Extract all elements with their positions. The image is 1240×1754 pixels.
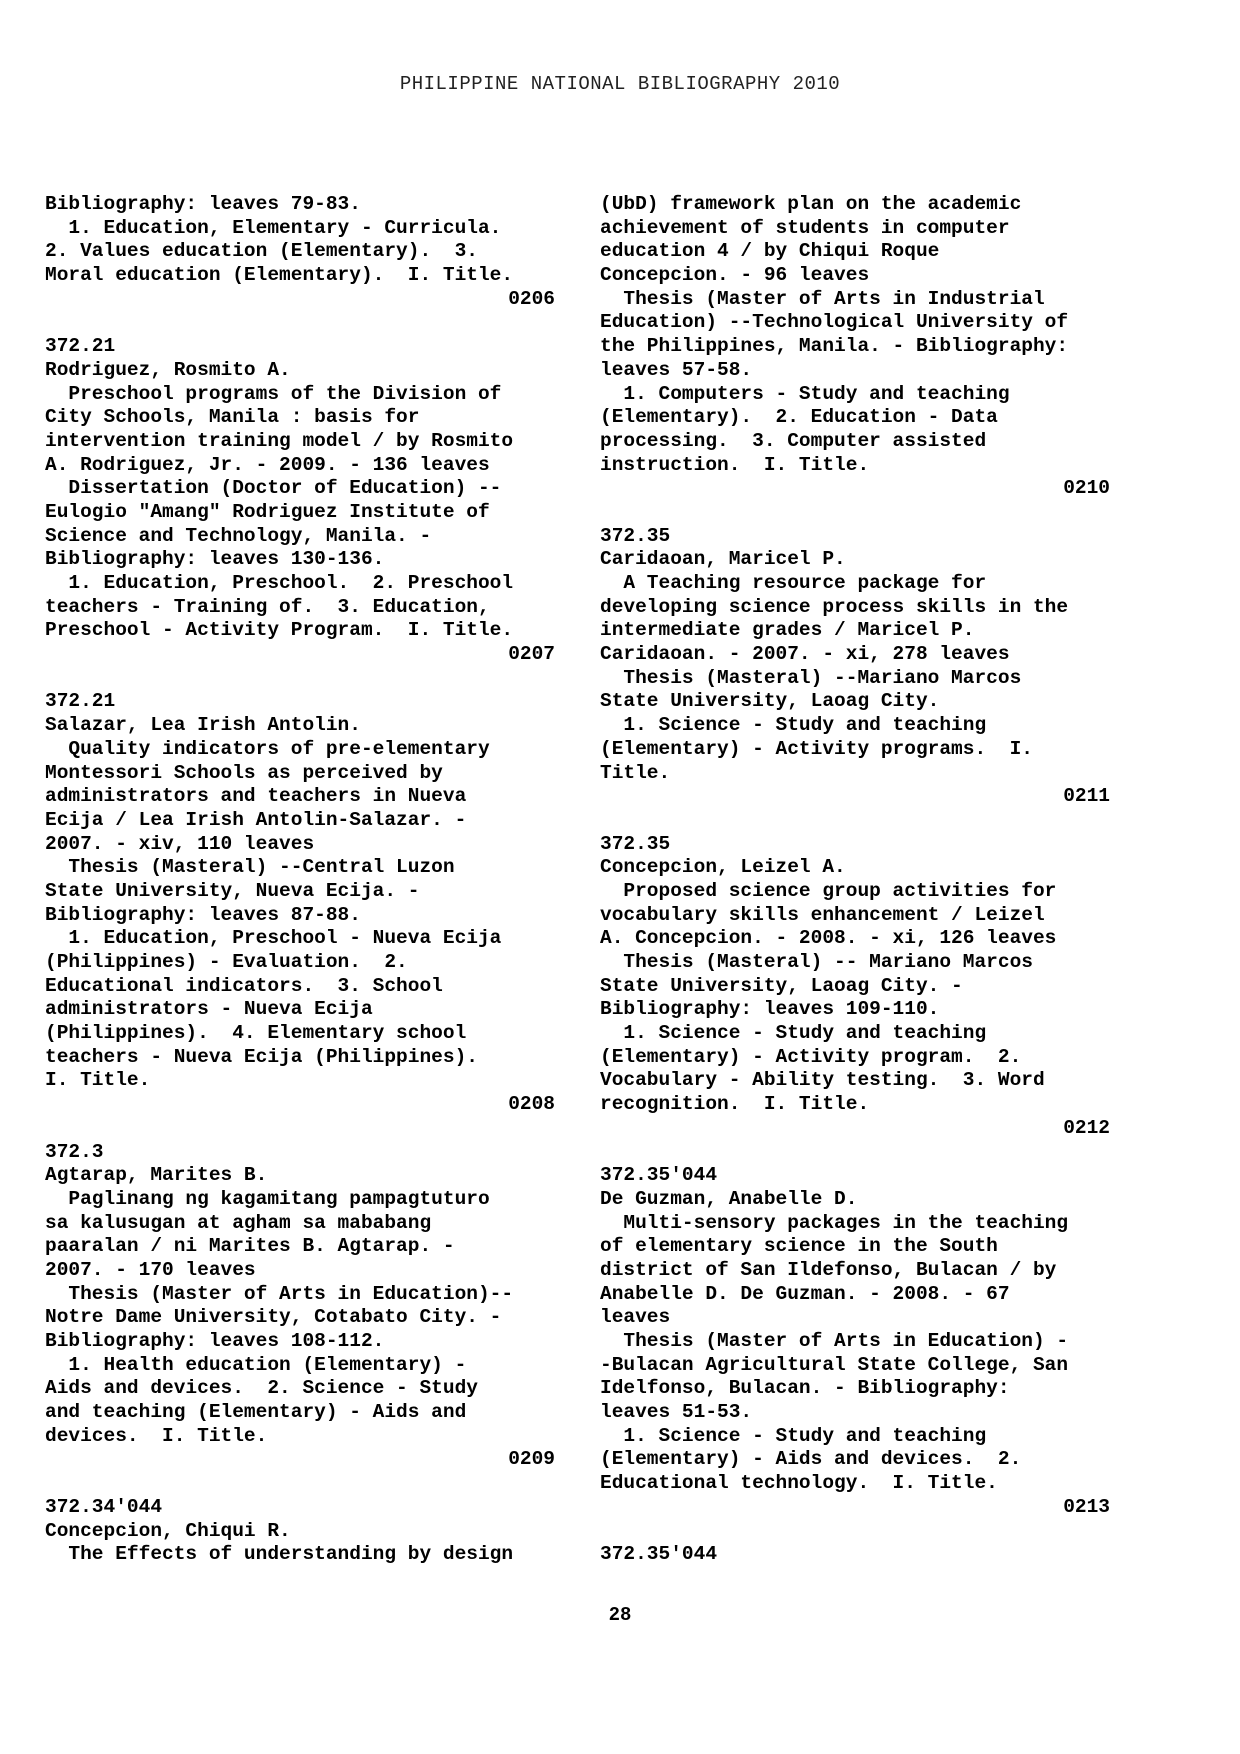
text-line (45, 1472, 555, 1496)
text-line: devices. I. Title. (45, 1424, 268, 1447)
text-line: State University, Laoag City. - (600, 974, 963, 997)
text-line: intermediate grades / Maricel P. (600, 619, 975, 642)
text-line (600, 809, 1110, 833)
text-line: Quality indicators of pre-elementary (45, 737, 490, 760)
text-line: (Philippines). 4. Elementary school (45, 1022, 467, 1045)
text-line: 1. Education, Preschool. 2. Preschool (45, 572, 514, 594)
text-line: 372.3 (45, 1140, 104, 1163)
page-number: 28 (608, 1604, 632, 1626)
text-line: (Elementary) - Activity program. 2. (600, 1045, 1022, 1068)
text-line: (Philippines) - Evaluation. 2. (45, 951, 408, 973)
text-line: education 4 / by Chiqui Roque (600, 240, 940, 263)
text-line: Educational technology. I. Title. (600, 1472, 998, 1495)
text-line: Caridaoan, Maricel P. (600, 548, 846, 571)
record-number: 0208 (508, 1093, 555, 1116)
text-line: (Elementary) - Activity programs. I. (600, 737, 1033, 760)
text-line: 2. Values education (Elementary). 3. (45, 240, 478, 263)
text-line: processing. 3. Computer assisted (600, 429, 987, 452)
text-line (45, 311, 555, 335)
text-line: administrators and teachers in Nueva (45, 785, 467, 808)
text-line: 1. Health education (Elementary) - (45, 1353, 467, 1376)
text-line: Eulogio "Amang" Rodriguez Institute of (45, 500, 490, 523)
text-line: 372.35'044 (600, 1164, 718, 1187)
text-line: Proposed science group activities for (600, 879, 1057, 902)
text-line: administrators - Nueva Ecija (45, 998, 373, 1021)
text-line: Thesis (Masteral) -- Mariano Marcos (600, 951, 1033, 973)
text-line: Bibliography: leaves 109-110. (600, 998, 940, 1021)
text-line: I. Title. (45, 1069, 151, 1092)
text-line: Paglinang ng kagamitang pampagtuturo (45, 1187, 490, 1210)
text-line: Idelfonso, Bulacan. - Bibliography: (600, 1377, 1010, 1400)
text-line: Preschool - Activity Program. I. Title. (45, 619, 514, 642)
text-line: Thesis (Master of Arts in Education)-- (45, 1282, 514, 1305)
text-line (45, 1117, 555, 1141)
text-line: (Elementary). 2. Education - Data (600, 406, 998, 429)
text-line: Science and Technology, Manila. - (45, 524, 432, 547)
text-line: vocabulary skills enhancement / Leizel (600, 903, 1045, 926)
text-line: -Bulacan Agricultural State College, San (600, 1353, 1069, 1376)
text-line: State University, Nueva Ecija. - (45, 879, 420, 902)
text-line: sa kalusugan at agham sa mababang (45, 1211, 432, 1234)
text-line: A Teaching resource package for (600, 572, 987, 594)
text-line: 1. Science - Study and teaching (600, 1022, 987, 1045)
text-line: 372.21 (45, 335, 116, 358)
text-line: Rodriguez, Rosmito A. (45, 358, 291, 381)
text-line: The Effects of understanding by design (45, 1543, 514, 1566)
text-line: De Guzman, Anabelle D. (600, 1187, 858, 1210)
text-line: leaves 57-58. (600, 358, 753, 381)
page-header: PHILIPPINE NATIONAL BIBLIOGRAPHY 2010 (399, 73, 841, 95)
text-line: (UbD) framework plan on the academic (600, 193, 1022, 215)
text-line: paaralan / ni Marites B. Agtarap. - (45, 1235, 455, 1258)
text-line: (Elementary) - Aids and devices. 2. (600, 1448, 1022, 1471)
record-number: 0209 (508, 1448, 555, 1471)
text-line: 2007. - xiv, 110 leaves (45, 832, 315, 855)
text-line: the Philippines, Manila. - Bibliography: (600, 335, 1069, 358)
text-line: 1. Science - Study and teaching (600, 714, 987, 737)
text-line: district of San Ildefonso, Bulacan / by (600, 1258, 1057, 1281)
text-line: Concepcion. - 96 leaves (600, 264, 870, 287)
left-column (45, 193, 555, 1567)
record-number: 0213 (1063, 1495, 1110, 1518)
text-line: leaves (600, 1306, 671, 1329)
text-line: Thesis (Masteral) --Central Luzon (45, 856, 455, 879)
text-line: Ecija / Lea Irish Antolin-Salazar. - (45, 808, 467, 831)
text-line: City Schools, Manila : basis for (45, 406, 420, 429)
text-line: A. Rodriguez, Jr. - 2009. - 136 leaves (45, 453, 490, 476)
text-line: Vocabulary - Ability testing. 3. Word (600, 1069, 1045, 1092)
text-line (600, 1141, 1110, 1165)
text-line: 1. Education, Preschool - Nueva Ecija (45, 927, 502, 950)
text-line: Bibliography: leaves 130-136. (45, 548, 385, 571)
text-line: 2007. - 170 leaves (45, 1258, 256, 1281)
text-line: Preschool programs of the Division of (45, 382, 502, 405)
text-line: 372.35 (600, 524, 671, 547)
text-line: Salazar, Lea Irish Antolin. (45, 714, 361, 737)
text-line: Educational indicators. 3. School (45, 974, 443, 997)
record-number: 0212 (1063, 1116, 1110, 1139)
text-line: 372.35 (600, 832, 671, 855)
text-line: recognition. I. Title. (600, 1093, 870, 1116)
text-line (600, 1520, 1110, 1544)
text-line: Multi-sensory packages in the teaching (600, 1211, 1069, 1234)
text-line: 372.34'044 (45, 1495, 163, 1518)
text-line: Bibliography: leaves 108-112. (45, 1330, 385, 1352)
text-line: Agtarap, Marites B. (45, 1164, 268, 1187)
text-line: 1. Education, Elementary - Curricula. (45, 216, 502, 239)
text-line: Caridaoan. - 2007. - xi, 278 leaves (600, 643, 1010, 666)
text-line: of elementary science in the South (600, 1235, 998, 1258)
text-line: teachers - Training of. 3. Education, (45, 595, 490, 618)
text-line: Education) --Technological University of (600, 311, 1069, 334)
text-line: Bibliography: leaves 87-88. (45, 903, 361, 926)
text-line: Montessori Schools as perceived by (45, 761, 443, 784)
record-number: 0206 (508, 287, 555, 310)
text-line: and teaching (Elementary) - Aids and (45, 1401, 467, 1424)
text-line: Thesis (Master of Arts in Industrial (600, 287, 1045, 310)
text-line: State University, Laoag City. (600, 690, 940, 713)
text-line: Title. (600, 761, 671, 784)
text-line: Thesis (Masteral) --Mariano Marcos (600, 666, 1022, 689)
text-line: Bibliography: leaves 79-83. (45, 193, 361, 215)
text-line: Moral education (Elementary). I. Title. (45, 264, 514, 287)
text-line (600, 501, 1110, 525)
text-line: intervention training model / by Rosmito (45, 429, 514, 452)
text-line: 1. Science - Study and teaching (600, 1424, 987, 1447)
text-line: Dissertation (Doctor of Education) -- (45, 477, 502, 500)
text-line: Thesis (Master of Arts in Education) - (600, 1330, 1069, 1352)
record-number: 0211 (1063, 785, 1110, 808)
text-line: 372.21 (45, 690, 116, 713)
right-column (600, 193, 1110, 1567)
text-line: achievement of students in computer (600, 216, 1010, 239)
text-line: Aids and devices. 2. Science - Study (45, 1377, 478, 1400)
text-line: 1. Computers - Study and teaching (600, 382, 1010, 405)
text-line: 372.35'044 (600, 1543, 718, 1566)
text-line: instruction. I. Title. (600, 453, 870, 476)
text-line: Concepcion, Leizel A. (600, 856, 846, 879)
record-number: 0210 (1063, 477, 1110, 500)
text-line: teachers - Nueva Ecija (Philippines). (45, 1045, 478, 1068)
text-line: developing science process skills in the (600, 595, 1069, 618)
text-line: Notre Dame University, Cotabato City. - (45, 1306, 502, 1329)
text-line: leaves 51-53. (600, 1401, 753, 1424)
record-number: 0207 (508, 643, 555, 666)
text-line (45, 667, 555, 691)
text-line: A. Concepcion. - 2008. - xi, 126 leaves (600, 927, 1057, 950)
text-line: Concepcion, Chiqui R. (45, 1519, 291, 1542)
text-line: Anabelle D. De Guzman. - 2008. - 67 (600, 1282, 1010, 1305)
